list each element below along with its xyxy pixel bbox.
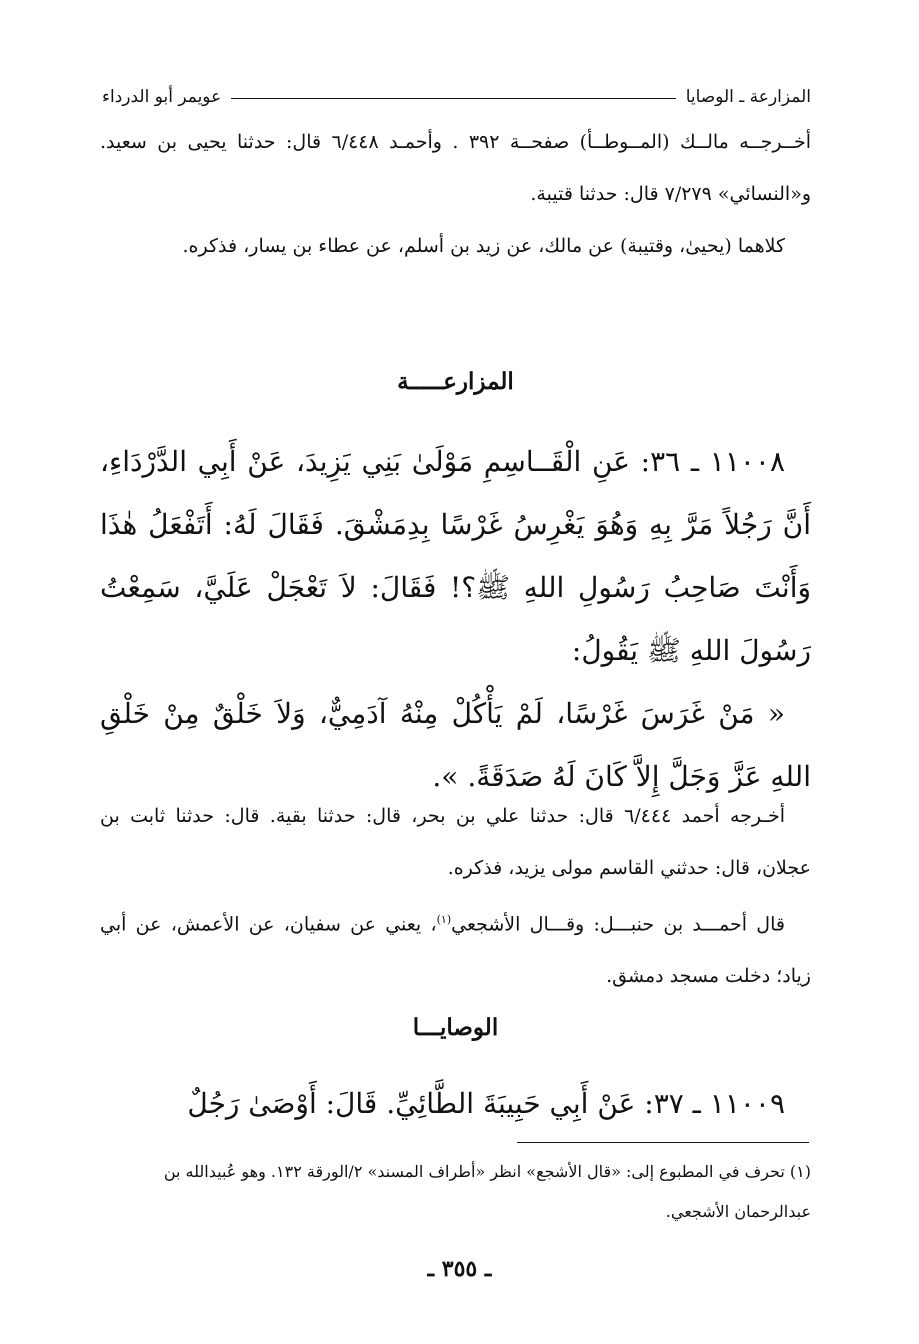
hadith-11008-takhrij [100,790,811,1002]
hadith-11008 [100,430,811,808]
hadith-11009 [100,1072,811,1135]
takhrij-2-end: ، يعني عن سفيان، عن الأعمش، عن أبي زياد؛ دخلت مسجد دمشق. [100,913,811,988]
takhrij-2-start: قال أحمـــد بن حنبـــل: وقـــال الأشجعي [451,913,785,936]
footnote [100,1152,811,1232]
takhrij-paragraph-2 [100,894,811,1002]
footnote-text: (١) تحرف في المطبوع إلى: «قال الأشجع» انظر «أطراف المسند» ٢/الورقة ١٣٢. وهو عُبيدالله بن عبدالرحمان الأشجعي. [163,1162,811,1221]
hadith-11008-text: ١١٠٠٨ ـ ٣٦: عَنِ الْقَــاسِمِ مَوْلَىٰ بَنِي يَزِيدَ، عَنْ أَبِي الدَّرْدَاءِ، أَنَّ رَجُلاً مَرَّ بِهِ وَهُوَ يَغْرِسُ غَرْسًا بِدِمَشْقَ. فَقَالَ لَهُ: أَتَفْعَلُ هٰذَا وَأَنْتَ صَاحِبُ رَسُولِ اللهِ ﷺ؟! فَقَالَ: لاَ تَعْجَلْ عَلَيَّ، سَمِعْتُ رَسُولَ اللهِ ﷺ يَقُولُ: [100,445,811,667]
footnote-reference: (١) [436,913,452,926]
section-title-muzaraa: المزارعـــــة [397,368,514,395]
page-number: ـ ٣٥٥ ـ [427,1256,492,1282]
intro-paragraph-2: كلاهما (يحيىٰ، وقتيبة) عن مالك، عن زيد بن أسلم، عن عطاء بن يسار، فذكره. [182,235,785,257]
section-title-wasaya: الوصايـــا [412,1014,499,1041]
header-rule [231,98,675,99]
intro-paragraph-1: أخــرجــه مالــك (المــوطــأ) صفحــة ٣٩٢ . وأحمـد ٦/٤٤٨ قال: حدثنا يحيى بن سعيد. و«النسائي» ٧/٢٧٩ قال: حدثنا قتيبة. [100,131,811,205]
running-header [102,82,811,112]
hadith-11008-quote: « مَنْ غَرَسَ غَرْسًا، لَمْ يَأْكُلْ مِنْهُ آدَمِيٌّ، وَلاَ خَلْقٌ مِنْ خَلْقِ اللهِ عَزَّ وَجَلَّ إِلاَّ كَانَ لَهُ صَدَقَةً. ». [100,697,811,793]
header-right-title: المزارعة ـ الوصايا [685,87,811,107]
hadith-11009-text: ١١٠٠٩ ـ ٣٧: عَنْ أَبِي حَبِيبَةَ الطَّائِيِّ. قَالَ: أَوْصَىٰ رَجُلٌ [187,1087,785,1120]
footnote-rule [517,1142,809,1143]
header-left-title: عويمر أبو الدرداء [102,87,222,107]
takhrij-paragraph-1: أخـرجه أحمد ٦/٤٤٤ قال: حدثنا علي بن بحر، قال: حدثنا بقية. قال: حدثنا ثابت بن عجلان، قال: حدثني القاسم مولى يزيد، فذكره. [100,805,811,879]
intro-takhrij [100,116,811,272]
